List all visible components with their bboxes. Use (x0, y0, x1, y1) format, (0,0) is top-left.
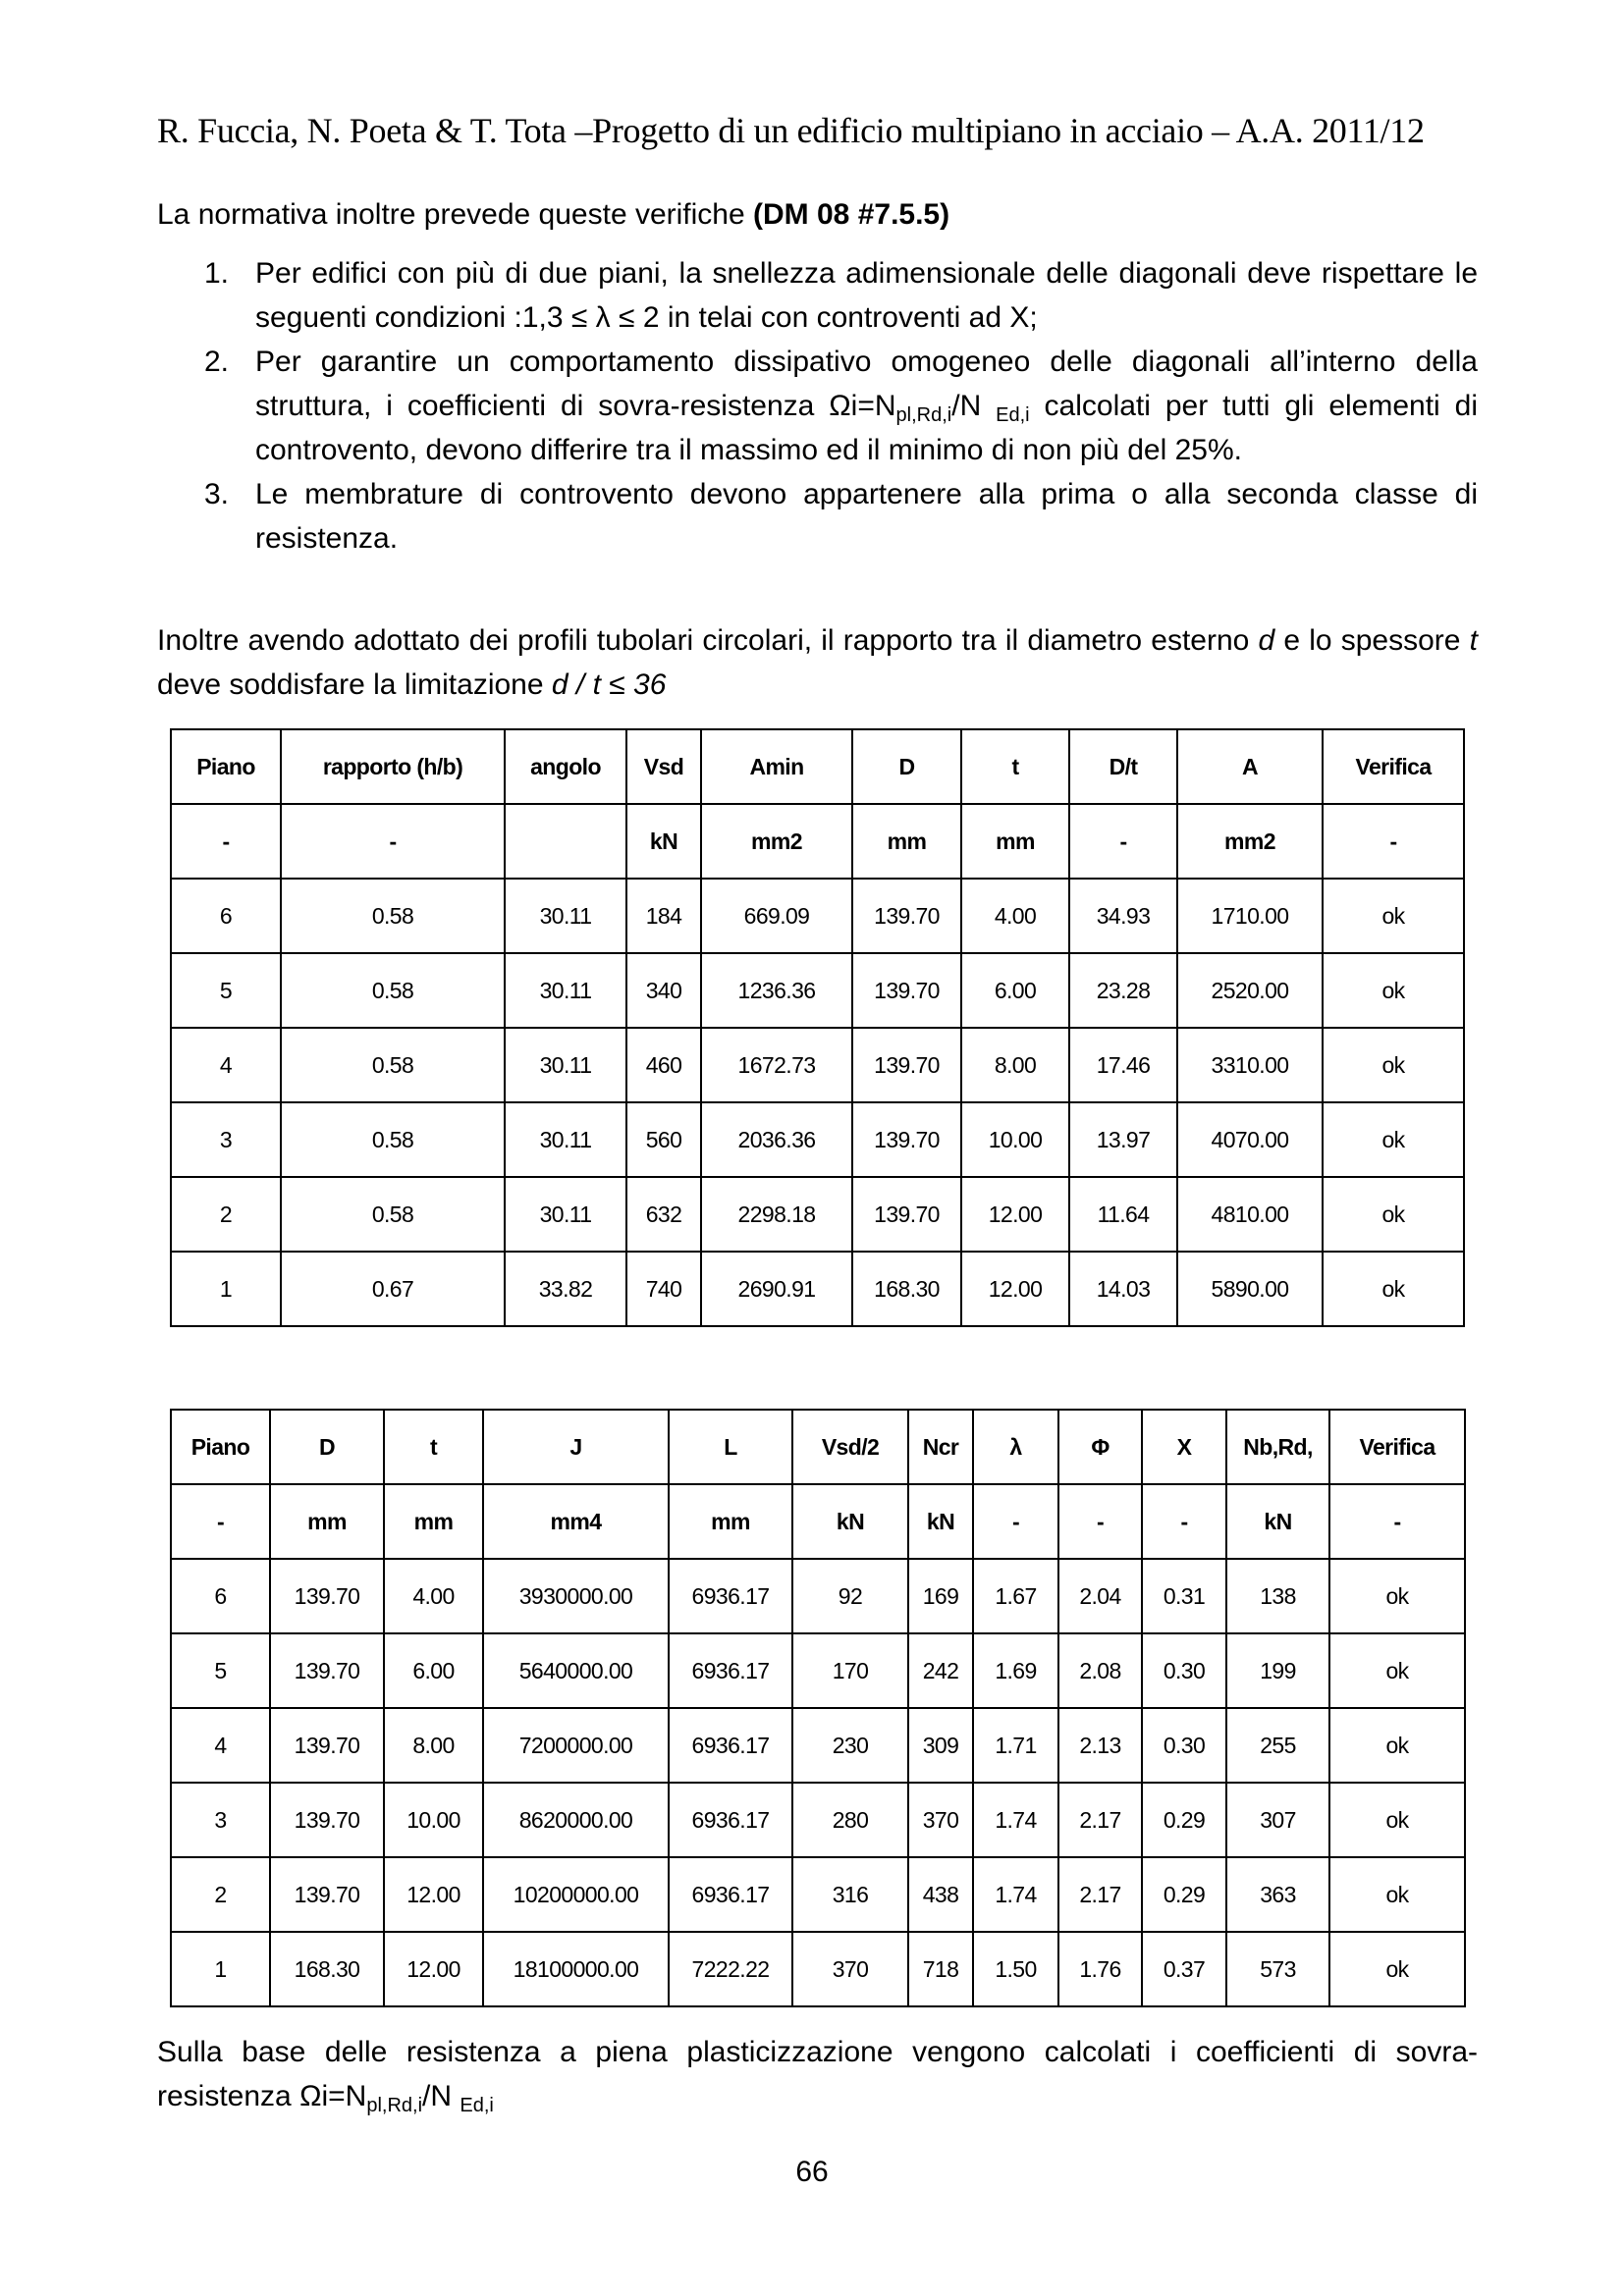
table-cell: 370 (908, 1783, 973, 1857)
table-cell: ok (1329, 1783, 1465, 1857)
table-cell: 1.71 (973, 1708, 1058, 1783)
intro-paragraph (157, 192, 1478, 237)
table-cell: Piano (171, 729, 281, 804)
list-number: 3. (204, 478, 230, 510)
table-cell: 138 (1226, 1559, 1329, 1633)
table-cell: 8620000.00 (483, 1783, 669, 1857)
table-cell: - (1058, 1484, 1142, 1559)
table-cell: 5 (171, 953, 281, 1028)
table-cell (505, 804, 626, 879)
table-cell: 17.46 (1069, 1028, 1177, 1102)
table-cell: 340 (626, 953, 701, 1028)
table-cell: mm4 (483, 1484, 669, 1559)
table-cell: 6936.17 (669, 1633, 792, 1708)
bracing-sizing-table (170, 728, 1465, 1327)
list-item-text: Per edifici con più di due piani, la snellezza adimensionale delle diagonali deve rispettare le seguenti condizioni :1,3 ≤ λ ≤ 2 in telai con controventi ad X; (255, 257, 1478, 334)
list-item-text: Le membrature di controvento devono appartenere alla prima o alla seconda classe di resistenza. (255, 478, 1478, 555)
table-cell: 168.30 (270, 1932, 384, 2006)
table-cell: 0.58 (281, 1177, 505, 1252)
table-cell: kN (626, 804, 701, 879)
table-cell: - (171, 804, 281, 879)
table-cell: 30.11 (505, 1028, 626, 1102)
table-cell: 307 (1226, 1783, 1329, 1857)
table-cell: 4 (171, 1028, 281, 1102)
table-row (171, 1783, 1465, 1857)
table-cell: 139.70 (852, 1177, 961, 1252)
table-cell: 12.00 (961, 1252, 1069, 1326)
table-cell: Vsd (626, 729, 701, 804)
table-cell: 2298.18 (701, 1177, 852, 1252)
table-cell: - (1069, 804, 1177, 879)
table-cell: - (1323, 804, 1464, 879)
table-cell: 2690.91 (701, 1252, 852, 1326)
table-cell: 0.31 (1142, 1559, 1226, 1633)
table-cell: 0.67 (281, 1252, 505, 1326)
table-cell: 0.37 (1142, 1932, 1226, 2006)
table-cell: A (1177, 729, 1323, 804)
table-cell: - (973, 1484, 1058, 1559)
table-cell: 0.58 (281, 1028, 505, 1102)
table-cell: 5640000.00 (483, 1633, 669, 1708)
table-cell: D/t (1069, 729, 1177, 804)
table-cell: 560 (626, 1102, 701, 1177)
table-cell: 2.13 (1058, 1708, 1142, 1783)
paragraph-text: e lo spessore (1274, 624, 1470, 657)
norm-reference: (DM 08 #7.5.5) (753, 198, 950, 231)
table-cell: 6.00 (384, 1633, 483, 1708)
table-row (171, 953, 1464, 1028)
table-cell: 2036.36 (701, 1102, 852, 1177)
table-cell: rapporto (h/b) (281, 729, 505, 804)
table-cell: 0.58 (281, 1102, 505, 1177)
table-cell: 4 (171, 1708, 270, 1783)
table-cell: 3 (171, 1783, 270, 1857)
table-cell: 1.69 (973, 1633, 1058, 1708)
table-cell: 3930000.00 (483, 1559, 669, 1633)
table-cell: 30.11 (505, 879, 626, 953)
table-cell: 1.74 (973, 1783, 1058, 1857)
overstrength-paragraph (157, 2030, 1478, 2118)
table-cell: kN (908, 1484, 973, 1559)
table-cell: mm (961, 804, 1069, 879)
table-cell: 1672.73 (701, 1028, 852, 1102)
table-cell: 6936.17 (669, 1559, 792, 1633)
table-cell: 632 (626, 1177, 701, 1252)
table-cell: ok (1329, 1559, 1465, 1633)
table-cell: 8.00 (384, 1708, 483, 1783)
table-cell: 6936.17 (669, 1783, 792, 1857)
table-cell: 12.00 (961, 1177, 1069, 1252)
table-cell: 3310.00 (1177, 1028, 1323, 1102)
table-cell: 1236.36 (701, 953, 852, 1028)
table-cell: 2.17 (1058, 1857, 1142, 1932)
table-cell: 230 (792, 1708, 908, 1783)
paragraph-text: Sulla base delle resistenza a piena plasticizzazione vengono calcolati i coefficienti di sovra-resistenza Ωi=N (157, 2036, 1478, 2112)
table-cell: Piano (171, 1410, 270, 1484)
table-row (171, 1177, 1464, 1252)
subscript: Ed,i (460, 2095, 494, 2116)
table-cell: 139.70 (270, 1857, 384, 1932)
table-cell: 370 (792, 1932, 908, 2006)
table-cell: - (171, 1484, 270, 1559)
table-cell: ok (1323, 1252, 1464, 1326)
list-item-text: calcolati per tutti gli elementi di controvento, devono differire tra il massimo ed il minimo di non più del 25%. (255, 390, 1478, 466)
table-cell: 30.11 (505, 953, 626, 1028)
table-cell: 5890.00 (1177, 1252, 1323, 1326)
buckling-check-table (170, 1409, 1466, 2007)
list-item (157, 251, 1478, 340)
table-cell: 11.64 (1069, 1177, 1177, 1252)
table-cell: 0.29 (1142, 1783, 1226, 1857)
table-cell: 184 (626, 879, 701, 953)
subscript: pl,Rd,i (366, 2095, 423, 2116)
table-cell: 199 (1226, 1633, 1329, 1708)
table-cell: 139.70 (852, 1028, 961, 1102)
table-cell: 92 (792, 1559, 908, 1633)
table-units-row (171, 1484, 1465, 1559)
table-cell: 0.58 (281, 953, 505, 1028)
table-cell: 170 (792, 1633, 908, 1708)
table-cell: ok (1329, 1708, 1465, 1783)
table-header-row (171, 729, 1464, 804)
tube-ratio-paragraph (157, 618, 1478, 707)
table-row (171, 1708, 1465, 1783)
table-cell: 2.08 (1058, 1633, 1142, 1708)
table-cell: 169 (908, 1559, 973, 1633)
table-cell: ok (1329, 1932, 1465, 2006)
intro-text: La normativa inoltre prevede queste verifiche (157, 198, 754, 231)
table-cell: 1.74 (973, 1857, 1058, 1932)
page-number: 66 (795, 2156, 829, 2188)
table-cell: 10.00 (384, 1783, 483, 1857)
paragraph-text: deve soddisfare la limitazione (157, 668, 552, 701)
running-header: R. Fuccia, N. Poeta & T. Tota –Progetto di un edificio multipiano in acciaio – A.A. 2011/12 (157, 111, 1425, 150)
table-cell: 7200000.00 (483, 1708, 669, 1783)
table-cell: mm (270, 1484, 384, 1559)
table-cell: 242 (908, 1633, 973, 1708)
table-cell: ok (1323, 1177, 1464, 1252)
list-item (157, 472, 1478, 561)
table-cell: Verifica (1329, 1410, 1465, 1484)
table-cell: mm (669, 1484, 792, 1559)
table-cell: 2520.00 (1177, 953, 1323, 1028)
table-cell: 33.82 (505, 1252, 626, 1326)
table-cell: Verifica (1323, 729, 1464, 804)
table-row (171, 1102, 1464, 1177)
symbol-d: d (1258, 624, 1275, 657)
table-cell: 6936.17 (669, 1708, 792, 1783)
table-cell: D (270, 1410, 384, 1484)
table-cell: 23.28 (1069, 953, 1177, 1028)
table-cell: 5 (171, 1633, 270, 1708)
table-cell: 10.00 (961, 1102, 1069, 1177)
table-cell: - (1329, 1484, 1465, 1559)
table-row (171, 1252, 1464, 1326)
list-number: 1. (204, 257, 230, 290)
paragraph-text: Inoltre avendo adottato dei profili tubolari circolari, il rapporto tra il diametro esterno (157, 624, 1259, 657)
table-cell: 2 (171, 1857, 270, 1932)
table-row (171, 1857, 1465, 1932)
list-item (157, 340, 1478, 472)
table-cell: 6936.17 (669, 1857, 792, 1932)
table-cell: ok (1323, 879, 1464, 953)
table-cell: kN (1226, 1484, 1329, 1559)
table-cell: mm (384, 1484, 483, 1559)
table-cell: 2 (171, 1177, 281, 1252)
table-cell: 740 (626, 1252, 701, 1326)
table-cell: 30.11 (505, 1177, 626, 1252)
table-cell: 2.17 (1058, 1783, 1142, 1857)
table-cell: mm (852, 804, 961, 879)
ratio-limit: d / t ≤ 36 (551, 668, 667, 701)
table-cell: 30.11 (505, 1102, 626, 1177)
subscript: Ed,i (996, 404, 1030, 426)
table-cell: 139.70 (852, 879, 961, 953)
table-cell: 1 (171, 1932, 270, 2006)
table-cell: X (1142, 1410, 1226, 1484)
table-cell: 363 (1226, 1857, 1329, 1932)
table-cell: angolo (505, 729, 626, 804)
table-cell: ok (1323, 1028, 1464, 1102)
table-cell: 12.00 (384, 1857, 483, 1932)
table-cell: 6 (171, 1559, 270, 1633)
table-cell: 0.30 (1142, 1633, 1226, 1708)
table-cell: 309 (908, 1708, 973, 1783)
table-cell: 4.00 (384, 1559, 483, 1633)
table-cell: ok (1323, 1102, 1464, 1177)
table-row (171, 1932, 1465, 2006)
table-units-row (171, 804, 1464, 879)
table-cell: t (384, 1410, 483, 1484)
table-cell: 139.70 (270, 1783, 384, 1857)
table-cell: ok (1329, 1633, 1465, 1708)
table-cell: 280 (792, 1783, 908, 1857)
table-row (171, 1028, 1464, 1102)
table-cell: ok (1329, 1857, 1465, 1932)
table-cell: 4.00 (961, 879, 1069, 953)
table-cell: 438 (908, 1857, 973, 1932)
list-item-text: /N (951, 390, 997, 422)
table-cell: t (961, 729, 1069, 804)
table-cell: 669.09 (701, 879, 852, 953)
table-cell: 168.30 (852, 1252, 961, 1326)
list-number: 2. (204, 346, 230, 378)
table-cell: 14.03 (1069, 1252, 1177, 1326)
table-cell: 6 (171, 879, 281, 953)
table-cell: - (281, 804, 505, 879)
subscript: pl,Rd,i (895, 404, 952, 426)
table-cell: 12.00 (384, 1932, 483, 2006)
table-cell: 18100000.00 (483, 1932, 669, 2006)
table-cell: Amin (701, 729, 852, 804)
list-item-text: Per garantire un comportamento dissipativo omogeneo delle diagonali all’interno della struttura, i coefficienti di sovra-resistenza Ωi=N (255, 346, 1478, 422)
table-cell: 718 (908, 1932, 973, 2006)
table-cell: 573 (1226, 1932, 1329, 2006)
table-cell: mm2 (1177, 804, 1323, 879)
table-cell: 8.00 (961, 1028, 1069, 1102)
table-row (171, 879, 1464, 953)
symbol-t: t (1469, 624, 1478, 657)
table-cell: L (669, 1410, 792, 1484)
table-cell: 1.50 (973, 1932, 1058, 2006)
table-cell: 460 (626, 1028, 701, 1102)
table-row (171, 1633, 1465, 1708)
table-cell: 139.70 (270, 1633, 384, 1708)
table-cell: 139.70 (270, 1559, 384, 1633)
table-cell: kN (792, 1484, 908, 1559)
table-cell: 1710.00 (1177, 879, 1323, 953)
table-row (171, 1559, 1465, 1633)
table-cell: 255 (1226, 1708, 1329, 1783)
table-header-row (171, 1410, 1465, 1484)
table-cell: 0.30 (1142, 1708, 1226, 1783)
table-cell: 2.04 (1058, 1559, 1142, 1633)
table-cell: mm2 (701, 804, 852, 879)
table-cell: 13.97 (1069, 1102, 1177, 1177)
table-cell: - (1142, 1484, 1226, 1559)
table-cell: 0.29 (1142, 1857, 1226, 1932)
table-cell: 139.70 (270, 1708, 384, 1783)
paragraph-text: /N (422, 2080, 460, 2112)
table-cell: 139.70 (852, 953, 961, 1028)
table-cell: J (483, 1410, 669, 1484)
table-cell: Nb,Rd, (1226, 1410, 1329, 1484)
table-cell: 4070.00 (1177, 1102, 1323, 1177)
table-cell: 4810.00 (1177, 1177, 1323, 1252)
table-cell: 3 (171, 1102, 281, 1177)
table-cell: Ncr (908, 1410, 973, 1484)
table-cell: 7222.22 (669, 1932, 792, 2006)
table-cell: 1.76 (1058, 1932, 1142, 2006)
table-cell: 0.58 (281, 879, 505, 953)
table-cell: D (852, 729, 961, 804)
table-cell: 1 (171, 1252, 281, 1326)
table-cell: Φ (1058, 1410, 1142, 1484)
requirements-list (157, 251, 1478, 561)
table-cell: ok (1323, 953, 1464, 1028)
table-cell: 10200000.00 (483, 1857, 669, 1932)
table-cell: 139.70 (852, 1102, 961, 1177)
table-cell: 1.67 (973, 1559, 1058, 1633)
table-cell: Vsd/2 (792, 1410, 908, 1484)
table-cell: 6.00 (961, 953, 1069, 1028)
table-cell: 316 (792, 1857, 908, 1932)
table-cell: λ (973, 1410, 1058, 1484)
table-cell: 34.93 (1069, 879, 1177, 953)
